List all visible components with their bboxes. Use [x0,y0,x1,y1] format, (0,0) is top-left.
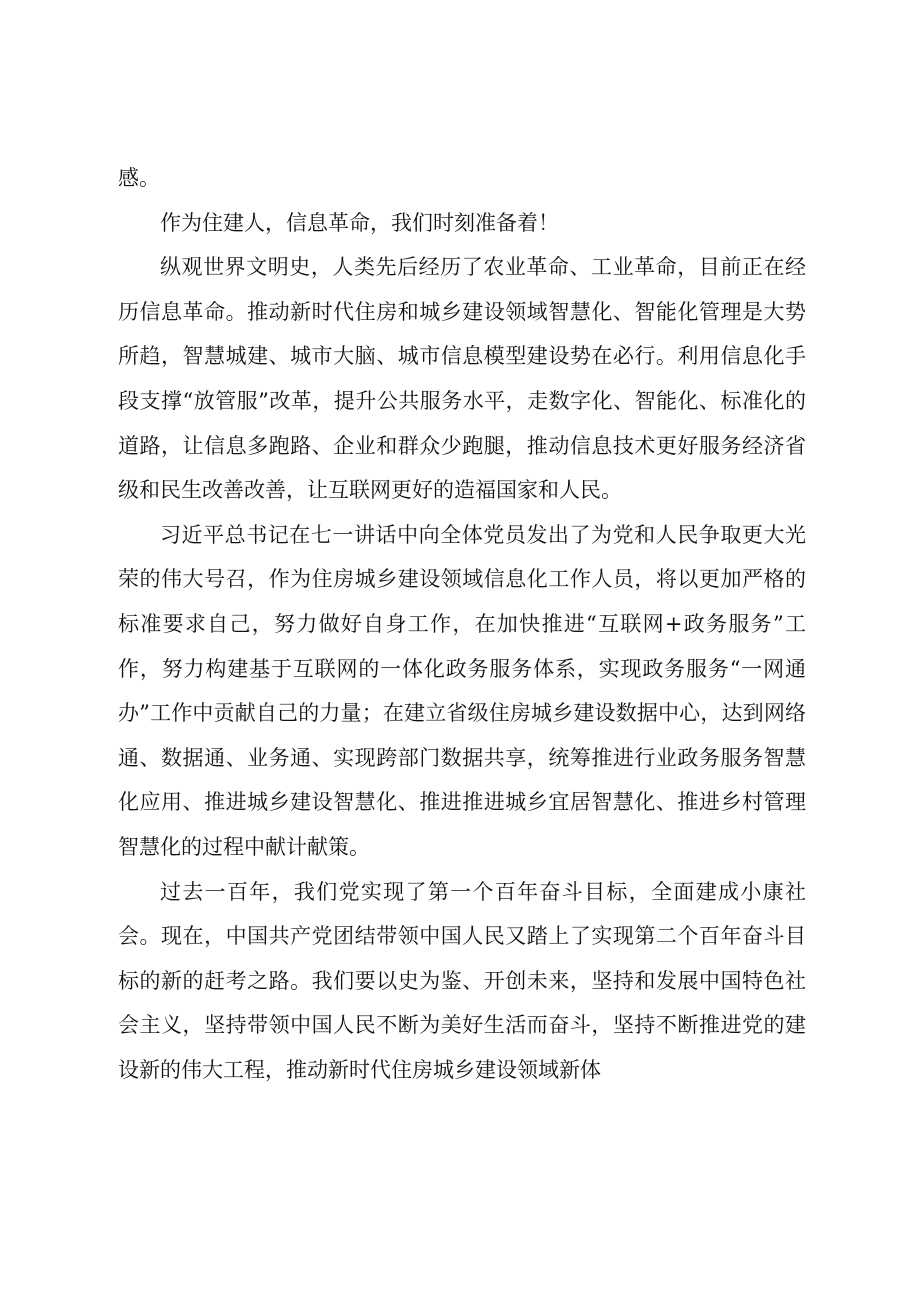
paragraph-centenary-goals: 过去一百年，我们党实现了第一个百年奋斗目标，全面建成小康社会。现在，中国共产党团结带领中国人民又踏上了实现第二个百年奋斗目标的新的赶考之路。我们要以史为鉴、开创未来，坚持和发展中国特色社会主义，坚持带领中国人民不断为美好生活而奋斗，坚持不断推进党的建设新的伟大工程，推动新时代住房城乡建设领域新体 [118,879,806,1082]
paragraph-continuation: 感。 [118,166,160,190]
paragraph-july-first-speech: 习近平总书记在七一讲话中向全体党员发出了为党和人民争取更大光荣的伟大号召，作为住房城乡建设领域信息化工作人员，将以更加严格的标准要求自己，努力做好自身工作，在加快推进“互联网+政务服务”工作，努力构建基于互联网的一体化政务服务体系，实现政务服务“一网通办”工作中贡献自己的力量；在建立省级住房城乡建设数据中心，达到网络通、数据通、业务通、实现跨部门数据共享，统筹推进行业政务服务智慧化应用、推进城乡建设智慧化、推进推进城乡宜居智慧化、推进乡村管理智慧化的过程中献计献策。 [118,522,806,859]
paragraph-information-revolution: 纵观世界文明史，人类先后经历了农业革命、工业革命，目前正在经历信息革命。推动新时代住房和城乡建设领域智慧化、智能化管理是大势所趋，智慧城建、城市大脑、城市信息模型建设势在必行。利用信息化手段支撑“放管服”改革，提升公共服务水平，走数字化、智能化、标准化的道路，让信息多跑路、企业和群众少跑腿，推动信息技术更好服务经济省级和民生改善改善，让互联网更好的造福国家和人民。 [118,255,806,503]
paragraph-slogan: 作为住建人，信息革命，我们时刻准备着！ [160,210,559,235]
body-text [118,156,806,1092]
